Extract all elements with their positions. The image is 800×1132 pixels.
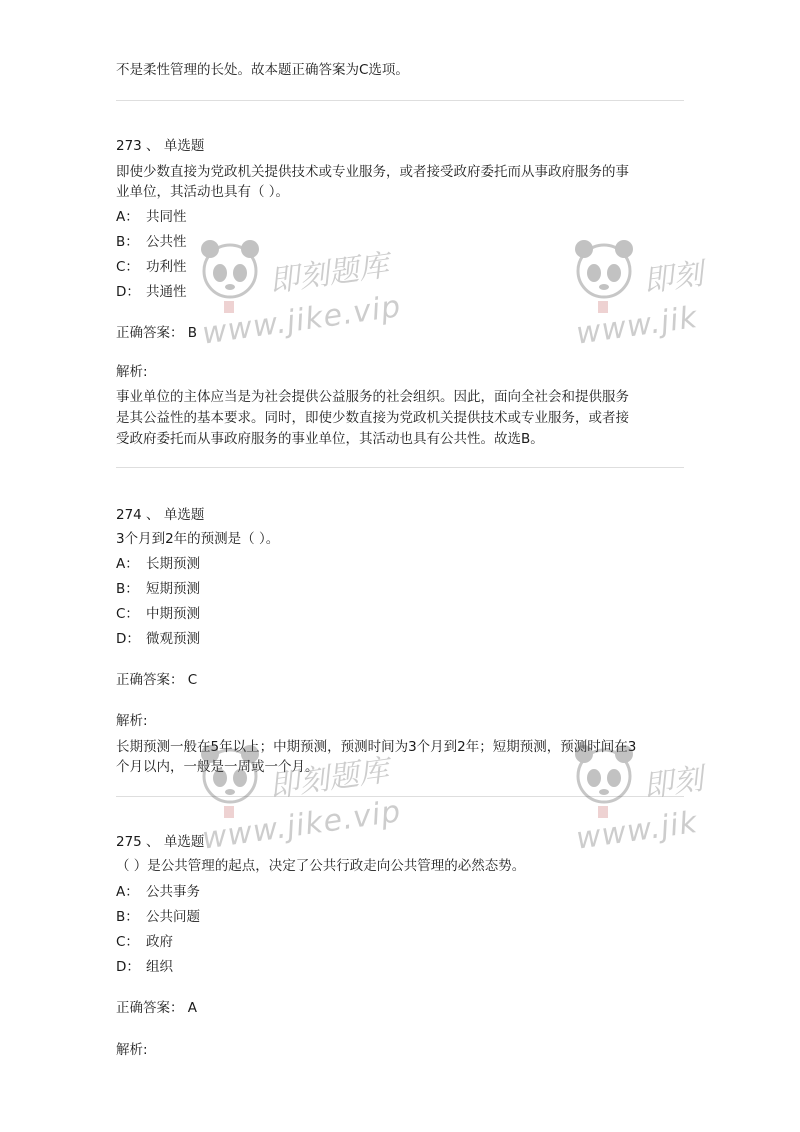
option-d: D： 组织 [116,959,173,975]
analysis-label: 解析: [116,1042,148,1058]
correct-answer: 正确答案： C [116,672,198,688]
panda-icon [200,235,270,315]
analysis-line: 个月以内，一般是一周或一个月。 [116,759,319,775]
option-c: C： 功利性 [116,259,187,275]
option-b: B： 公共问题 [116,909,200,925]
question-header: 274 、 单选题 [116,507,205,523]
analysis-label: 解析: [116,713,148,729]
analysis-line: 受政府委托而从事政府服务的事业单位，其活动也具有公共性。故选B。 [116,431,544,447]
option-d: D： 共通性 [116,284,187,300]
separator [116,100,684,101]
analysis-line: 是其公益性的基本要求。同时，即使少数直接为党政机关提供技术或专业服务，或者接 [116,410,629,426]
option-c: C： 政府 [116,934,173,950]
watermark: 即刻题库 www.jike.vip [200,740,440,890]
separator [116,467,684,468]
watermark: 即刻 www.jik [574,235,684,385]
option-b: B： 短期预测 [116,581,200,597]
correct-answer: 正确答案： B [116,325,198,341]
option-a: A： 共同性 [116,209,187,225]
option-d: D： 微观预测 [116,631,200,647]
analysis-line: 事业单位的主体应当是为社会提供公益服务的社会组织。因此，面向全社会和提供服务 [116,389,629,405]
analysis-label: 解析: [116,364,148,380]
analysis-line: 长期预测一般在5年以上；中期预测，预测时间为3个月到2年；短期预测，预测时间在3 [116,739,637,755]
separator [116,796,684,797]
correct-answer: 正确答案： A [116,1000,198,1016]
question-stem-line: 即使少数直接为党政机关提供技术或专业服务，或者接受政府委托而从事政府服务的事 [116,164,629,180]
option-a: A： 公共事务 [116,884,200,900]
question-header: 275 、 单选题 [116,834,205,850]
watermark: 即刻题库 www.jike.vip [200,235,440,385]
option-a: A： 长期预测 [116,556,200,572]
continuation-text: 不是柔性管理的长处。故本题正确答案为C选项。 [116,62,409,78]
panda-icon [574,235,644,315]
question-stem-line: 3个月到2年的预测是（ ）。 [116,531,280,547]
option-b: B： 公共性 [116,234,187,250]
question-stem-line: 业单位，其活动也具有（ ）。 [116,184,290,200]
watermark: 即刻 www.jik [574,740,684,890]
question-header: 273 、 单选题 [116,138,205,154]
option-c: C： 中期预测 [116,606,200,622]
question-stem-line: （ ）是公共管理的起点，决定了公共行政走向公共管理的必然态势。 [116,858,526,874]
